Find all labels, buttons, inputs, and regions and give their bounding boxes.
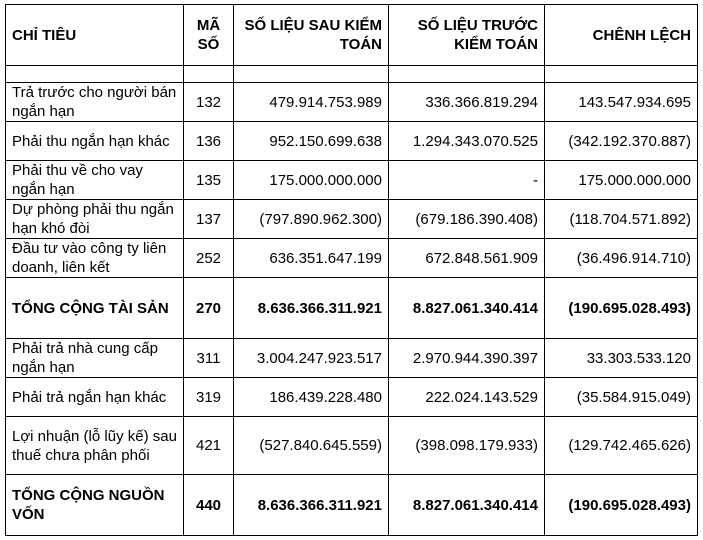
code-cell: 421 <box>184 417 234 475</box>
before-audit-cell: - <box>389 161 545 200</box>
table-row <box>6 239 698 278</box>
indicator-cell: Lợi nhuận (lỗ lũy kế) sau thuế chưa phân phối <box>6 417 184 475</box>
after-audit-cell: 479.914.753.989 <box>234 83 389 122</box>
difference-cell: (190.695.028.493) <box>545 278 698 339</box>
difference-cell: (36.496.914.710) <box>545 239 698 278</box>
header-indicator: CHỈ TIÊU <box>6 5 184 66</box>
difference-cell: (342.192.370.887) <box>545 122 698 161</box>
code-cell: 137 <box>184 200 234 239</box>
after-audit-cell: 636.351.647.199 <box>234 239 389 278</box>
code-cell: 135 <box>184 161 234 200</box>
before-audit-cell: 2.970.944.390.397 <box>389 339 545 378</box>
spacer-cell <box>389 66 545 83</box>
code-cell: 252 <box>184 239 234 278</box>
before-audit-cell: 8.827.061.340.414 <box>389 475 545 536</box>
indicator-cell: Đầu tư vào công ty liên doanh, liên kết <box>6 239 184 278</box>
difference-cell: 33.303.533.120 <box>545 339 698 378</box>
spacer-cell <box>234 66 389 83</box>
before-audit-cell: 336.366.819.294 <box>389 83 545 122</box>
indicator-cell: Phải trả ngắn hạn khác <box>6 378 184 417</box>
total-assets-row <box>6 278 698 339</box>
before-audit-cell: (398.098.179.933) <box>389 417 545 475</box>
code-cell: 319 <box>184 378 234 417</box>
before-audit-cell: 222.024.143.529 <box>389 378 545 417</box>
table-row <box>6 378 698 417</box>
code-cell: 132 <box>184 83 234 122</box>
after-audit-cell: 186.439.228.480 <box>234 378 389 417</box>
table-row <box>6 122 698 161</box>
spacer-cell <box>6 66 184 83</box>
code-cell: 311 <box>184 339 234 378</box>
header-row <box>6 5 698 66</box>
indicator-cell: TỔNG CỘNG TÀI SẢN <box>6 278 184 339</box>
indicator-cell: Trả trước cho người bán ngắn hạn <box>6 83 184 122</box>
code-cell: 270 <box>184 278 234 339</box>
after-audit-cell: (797.890.962.300) <box>234 200 389 239</box>
after-audit-cell: 8.636.366.311.921 <box>234 475 389 536</box>
before-audit-cell: (679.186.390.408) <box>389 200 545 239</box>
after-audit-cell: 8.636.366.311.921 <box>234 278 389 339</box>
indicator-cell: Phải trả nhà cung cấp ngắn hạn <box>6 339 184 378</box>
header-code: MÃ SỐ <box>184 5 234 66</box>
total-capital-row <box>6 475 698 536</box>
after-audit-cell: 952.150.699.638 <box>234 122 389 161</box>
table-row <box>6 83 698 122</box>
before-audit-cell: 1.294.343.070.525 <box>389 122 545 161</box>
indicator-cell: Dự phòng phải thu ngắn hạn khó đòi <box>6 200 184 239</box>
table-row <box>6 161 698 200</box>
code-cell: 136 <box>184 122 234 161</box>
spacer-row <box>6 66 698 83</box>
spacer-cell <box>545 66 698 83</box>
indicator-cell: TỔNG CỘNG NGUỒN VỐN <box>6 475 184 536</box>
difference-cell: (129.742.465.626) <box>545 417 698 475</box>
header-difference: CHÊNH LỆCH <box>545 5 698 66</box>
difference-cell: 143.547.934.695 <box>545 83 698 122</box>
table-row <box>6 200 698 239</box>
header-before-audit: SỐ LIỆU TRƯỚC KIỂM TOÁN <box>389 5 545 66</box>
difference-cell: (118.704.571.892) <box>545 200 698 239</box>
difference-cell: 175.000.000.000 <box>545 161 698 200</box>
header-after-audit: SỐ LIỆU SAU KIỂM TOÁN <box>234 5 389 66</box>
after-audit-cell: 3.004.247.923.517 <box>234 339 389 378</box>
indicator-cell: Phải thu ngắn hạn khác <box>6 122 184 161</box>
before-audit-cell: 672.848.561.909 <box>389 239 545 278</box>
spacer-cell <box>184 66 234 83</box>
after-audit-cell: (527.840.645.559) <box>234 417 389 475</box>
table-row <box>6 417 698 475</box>
table-row <box>6 339 698 378</box>
indicator-cell: Phải thu về cho vay ngắn hạn <box>6 161 184 200</box>
audit-comparison-table <box>5 4 698 536</box>
before-audit-cell: 8.827.061.340.414 <box>389 278 545 339</box>
difference-cell: (190.695.028.493) <box>545 475 698 536</box>
difference-cell: (35.584.915.049) <box>545 378 698 417</box>
code-cell: 440 <box>184 475 234 536</box>
after-audit-cell: 175.000.000.000 <box>234 161 389 200</box>
